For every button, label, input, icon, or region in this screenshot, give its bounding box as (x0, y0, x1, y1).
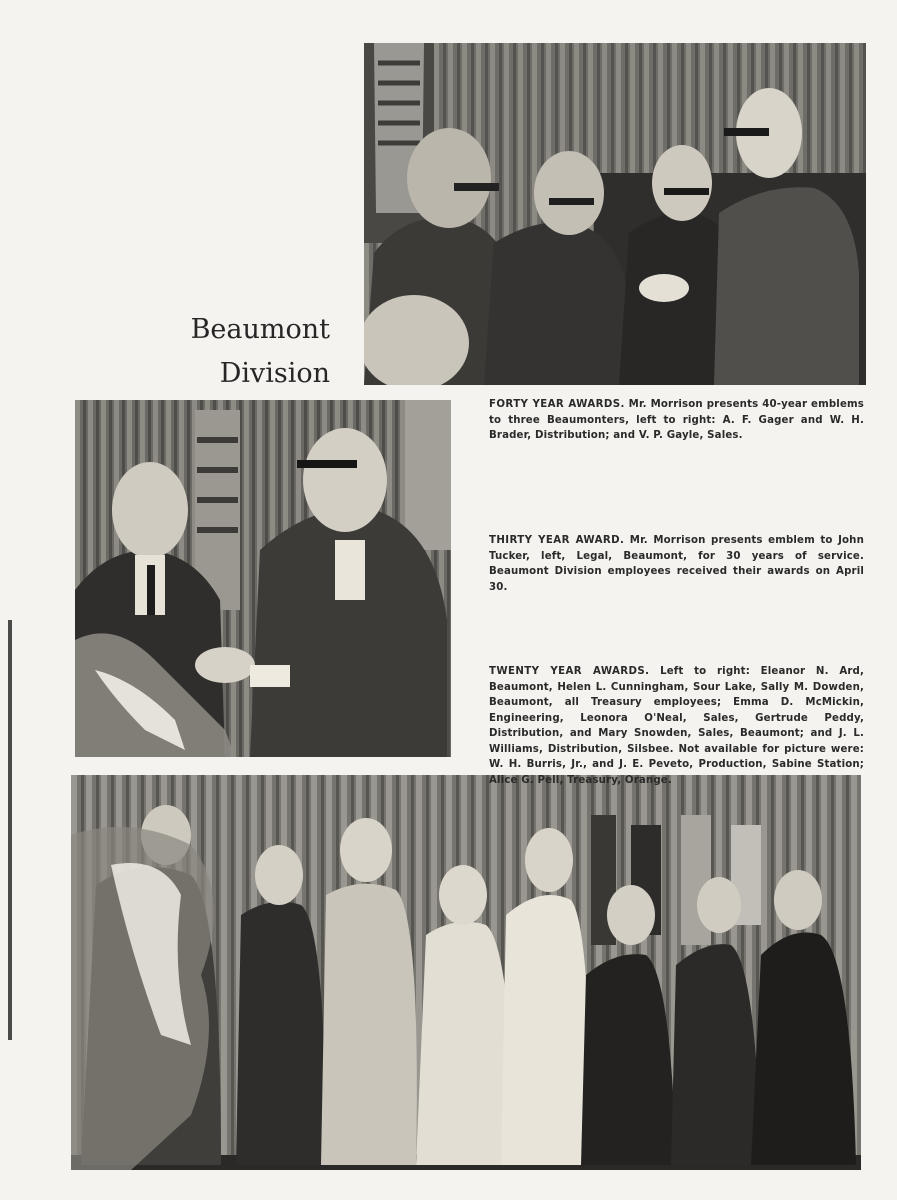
caption-heading: THIRTY YEAR AWARD. (489, 535, 625, 546)
twenty-year-awards-caption (489, 664, 864, 788)
thirty-year-award-photo (75, 400, 451, 757)
division-heading-line2: Division (219, 358, 330, 389)
forty-year-awards-photo (364, 43, 866, 385)
caption-heading: TWENTY YEAR AWARDS. (489, 666, 650, 677)
forty-year-awards-caption (489, 397, 864, 444)
twenty-year-awards-photo (71, 775, 861, 1170)
caption-body: Left to right: Eleanor N. Ard, Beaumont, Helen L. Cunningham, Sour Lake, Sally M. Dowden, Beaumont, all Treasury employees; Emma D. McMickin, Engineering, Leonora O'Neal, Sales, Gertrude Peddy, Distribution, and Mary Snowden, Sales, Beaumont; and J. L. Williams, Distribution, Silsbee. Not available for picture were: W. H. Burris, Jr., and J. E. Peveto, Production, Sabine Station; Alice G. Pell, Treasury, Orange. (489, 666, 864, 786)
division-heading (150, 308, 330, 396)
caption-body: Mr. Morrison presents emblem to John Tucker, left, Legal, Beaumont, for 30 years of service. Beaumont Division employees received their awards on April 30. (489, 535, 864, 593)
caption-body: Mr. Morrison presents 40-year emblems to three Beaumonters, left to right: A. F. Gager and W. H. Brader, Distribution; and V. P. Gayle, Sales. (489, 399, 864, 441)
division-heading-line1: Beaumont (190, 314, 330, 345)
page-binding-edge (8, 620, 12, 1040)
thirty-year-award-caption (489, 533, 864, 595)
caption-heading: FORTY YEAR AWARDS. (489, 399, 625, 410)
